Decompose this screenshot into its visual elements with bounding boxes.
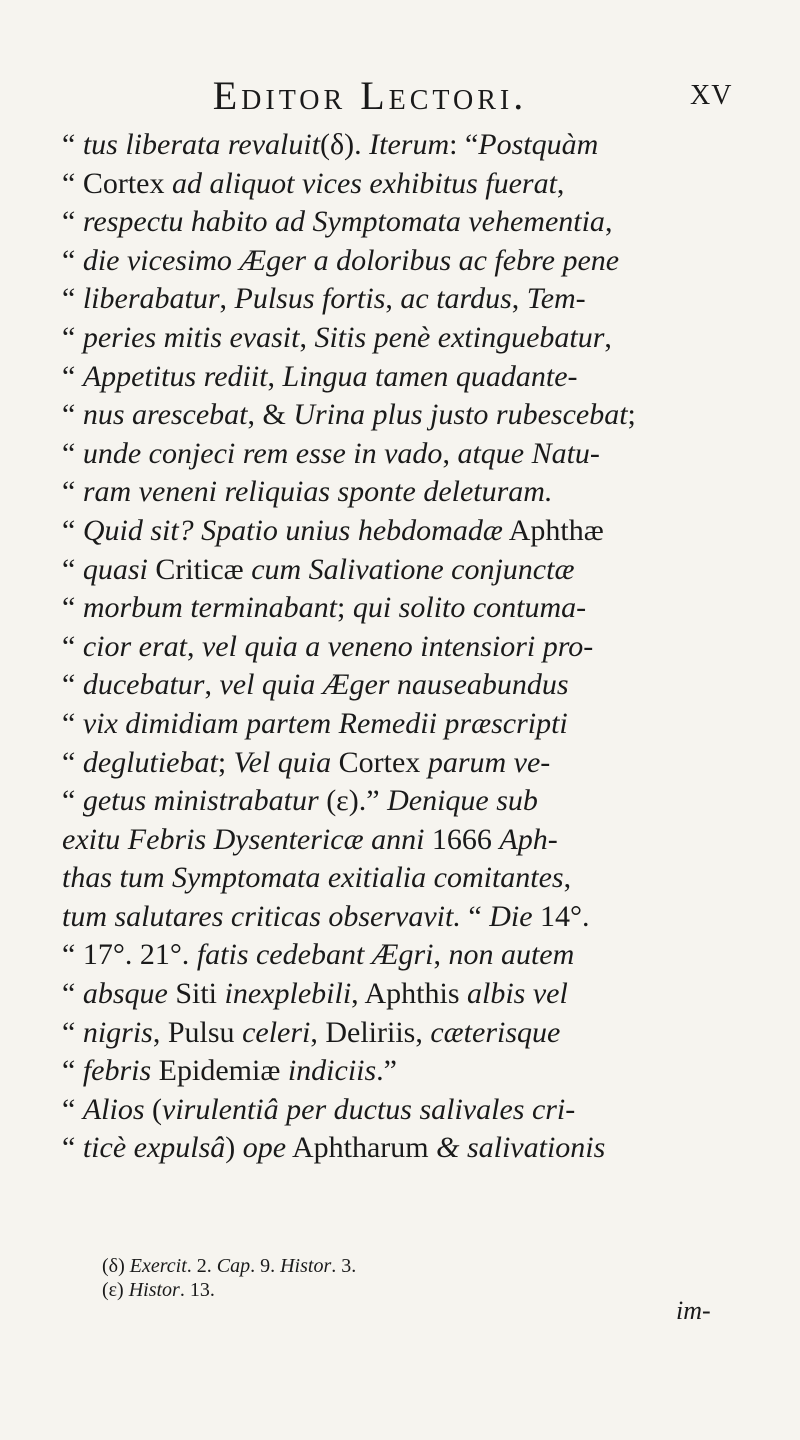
text-line — [62, 898, 762, 937]
text-line — [62, 628, 762, 667]
text-run: “ — [62, 1092, 83, 1126]
text-line — [62, 1052, 762, 1091]
text-run: , Pulsu — [152, 1015, 243, 1049]
text-line — [62, 1129, 762, 1168]
text-run: Tem- — [526, 282, 586, 316]
text-run: Alios — [82, 1092, 145, 1126]
text-run: (ε) — [102, 1279, 129, 1301]
text-line — [62, 473, 762, 512]
text-run: ; — [337, 591, 353, 625]
text-run: morbum terminabant — [82, 591, 337, 625]
text-run: & salivationis — [436, 1131, 606, 1165]
text-run: 1666 — [424, 822, 500, 856]
text-line — [62, 1091, 762, 1130]
text-run: ) — [225, 1131, 243, 1165]
text-run: , — [204, 668, 220, 702]
text-run: “ Cortex — [62, 166, 172, 200]
text-run: Aph- — [499, 822, 558, 856]
text-run: Criticæ — [147, 552, 252, 586]
text-run: inexplebili — [224, 977, 352, 1011]
text-run: “ — [62, 359, 83, 393]
text-run: tus liberata revaluit — [82, 128, 321, 161]
text-line — [62, 859, 762, 898]
text-run: ram veneni reliquias sponte deleturam. — [82, 475, 553, 509]
text-run: Quid sit? Spatio unius hebdomadæ — [82, 513, 503, 547]
text-run: Cap — [216, 1255, 251, 1277]
text-line — [62, 666, 762, 705]
text-line — [62, 165, 762, 204]
text-line — [62, 203, 762, 242]
text-run: “ — [62, 629, 83, 663]
text-line — [62, 319, 762, 358]
text-run: . 9. — [250, 1255, 281, 1277]
text-run: 14°. — [532, 899, 590, 933]
text-line — [62, 551, 762, 590]
text-run: deglutiebat — [82, 745, 218, 779]
text-run: “ — [62, 745, 83, 779]
text-run: “ — [62, 1015, 83, 1049]
text-run: Cortex — [331, 745, 428, 779]
text-run: Sitis penè extinguebatur — [314, 320, 605, 354]
text-run: thas tum Symptomata exitialia comitantes — [62, 861, 564, 895]
text-run: febris — [82, 1054, 152, 1088]
text-line — [62, 744, 762, 783]
text-run: “ — [62, 706, 83, 740]
text-run: Die — [489, 899, 533, 933]
text-run: exitu Febris Dysentericæ anni — [62, 822, 425, 856]
text-run: Lingua tamen quadante- — [282, 359, 578, 393]
text-run: ducebatur — [82, 668, 205, 702]
text-run: Postquàm — [478, 128, 599, 161]
text-run: nigris — [82, 1015, 153, 1049]
text-run: “ — [62, 784, 83, 818]
text-run: .” — [376, 1054, 397, 1088]
text-run: Aphtharum — [286, 1131, 437, 1165]
body-text — [62, 126, 762, 1168]
text-run: ; — [627, 398, 636, 432]
text-run: albis vel — [467, 977, 568, 1011]
text-run: “ — [62, 977, 83, 1011]
text-run: , — [442, 436, 458, 470]
text-run: peries mitis evasit — [82, 320, 300, 354]
text-run: vel quia a veneno intensiori pro- — [201, 629, 594, 663]
text-run: , — [511, 282, 527, 316]
footnotes — [102, 1254, 722, 1302]
text-line — [62, 242, 762, 281]
text-run: “ — [62, 436, 83, 470]
text-run: getus ministrabatur — [82, 784, 319, 818]
text-run: Vel quia — [233, 745, 332, 779]
text-run: , — [219, 282, 235, 316]
text-run: ope — [242, 1131, 287, 1165]
text-run: Siti — [167, 977, 225, 1011]
text-run: “ — [62, 205, 83, 239]
text-run: , — [604, 320, 612, 354]
text-run: Epidemiæ — [151, 1054, 288, 1088]
text-run: , Aphthis — [351, 977, 468, 1011]
text-line — [62, 512, 762, 551]
text-line — [62, 782, 762, 821]
text-run: “ — [62, 320, 83, 354]
text-run: (ε).” — [318, 784, 388, 818]
catchword: im- — [676, 1296, 711, 1325]
text-run: die vicesimo Æger a doloribus ac febre pene — [82, 243, 620, 277]
text-run: “ — [460, 899, 490, 933]
text-line — [62, 589, 762, 628]
text-run: ( — [144, 1092, 162, 1126]
text-run: liberabatur — [82, 282, 220, 316]
text-run: “ 17°. 21°. — [62, 938, 197, 972]
text-run: Denique sub — [387, 784, 538, 818]
running-head: Editor Lectori. — [212, 73, 528, 118]
text-run: quasi — [82, 552, 148, 586]
text-run: virulentiâ per ductus salivales cri- — [162, 1092, 576, 1126]
text-run: Iterum — [369, 128, 450, 161]
text-run: , & — [247, 398, 294, 432]
footnote — [102, 1278, 722, 1302]
text-run: Histor — [280, 1255, 332, 1277]
text-run: indiciis — [287, 1054, 377, 1088]
text-line — [62, 936, 762, 975]
text-run: fatis cedebant Ægri — [196, 938, 434, 972]
text-run: , — [433, 938, 449, 972]
text-run: ac tardus — [400, 282, 512, 316]
text-run: (δ). — [320, 128, 370, 161]
text-run: . 13. — [179, 1279, 215, 1301]
footnote — [102, 1254, 722, 1278]
text-line — [62, 280, 762, 319]
text-line — [62, 396, 762, 435]
text-run: Exercit — [129, 1255, 187, 1277]
text-run: tum salutares criticas observavit. — [62, 899, 461, 933]
text-run: Urina plus justo rubescebat — [293, 398, 628, 432]
text-run: cum Salivatione conjunctæ — [251, 552, 575, 586]
text-run: “ — [62, 513, 83, 547]
text-run: “ — [62, 398, 83, 432]
text-line — [62, 705, 762, 744]
text-run: . 3. — [331, 1255, 357, 1277]
text-run: , — [267, 359, 283, 393]
text-line — [62, 1014, 762, 1053]
text-run: cior erat — [82, 629, 187, 663]
text-run: celeri — [242, 1015, 311, 1049]
text-run: Pulsus fortis — [234, 282, 386, 316]
text-run: “ — [62, 243, 83, 277]
text-run: “ — [62, 282, 83, 316]
text-run: unde conjeci rem esse in vado — [82, 436, 443, 470]
text-line — [62, 975, 762, 1014]
text-run: non autem — [448, 938, 575, 972]
text-run: ; — [217, 745, 234, 779]
text-run: , Deliriis, — [310, 1015, 431, 1049]
text-run: qui solito contuma- — [352, 591, 587, 625]
text-line — [62, 821, 762, 860]
text-run: , — [299, 320, 315, 354]
text-run: Histor — [128, 1279, 180, 1301]
text-run: vix dimidiam partem Remedii præscripti — [82, 706, 568, 740]
text-run: (δ) — [102, 1255, 130, 1277]
text-line — [62, 126, 762, 165]
text-run: vel quia Æger nauseabundus — [219, 668, 569, 702]
text-run: “ — [62, 668, 83, 702]
text-run: atque Natu- — [457, 436, 600, 470]
text-run: , — [604, 205, 613, 239]
text-run: “ — [62, 591, 83, 625]
text-run: ad aliquot vices exhibitus fuerat — [171, 166, 557, 200]
text-run: respectu habito ad Symptomata vehementia — [82, 205, 605, 239]
text-run: “ — [62, 552, 83, 586]
text-run: “ — [62, 1054, 83, 1088]
text-run: nus arescebat — [82, 398, 248, 432]
text-run: , — [385, 282, 401, 316]
text-run: . 2. — [186, 1255, 217, 1277]
text-run: parum ve- — [427, 745, 551, 779]
text-run: absque — [82, 977, 168, 1011]
text-line — [62, 435, 762, 474]
text-run: ticè expulsâ — [82, 1131, 226, 1165]
text-run: : “ — [449, 128, 479, 161]
text-run: “ — [62, 1131, 83, 1165]
text-run: cæterisque — [430, 1015, 561, 1049]
page-number: XV — [690, 80, 733, 111]
text-run: “ — [62, 128, 83, 161]
text-run: , — [556, 166, 565, 200]
text-run: , — [186, 629, 202, 663]
text-run: , — [563, 861, 572, 895]
text-run: Aphthæ — [502, 513, 604, 547]
text-run: “ — [62, 475, 83, 509]
text-run: Appetitus rediit — [82, 359, 268, 393]
text-line — [62, 358, 762, 397]
